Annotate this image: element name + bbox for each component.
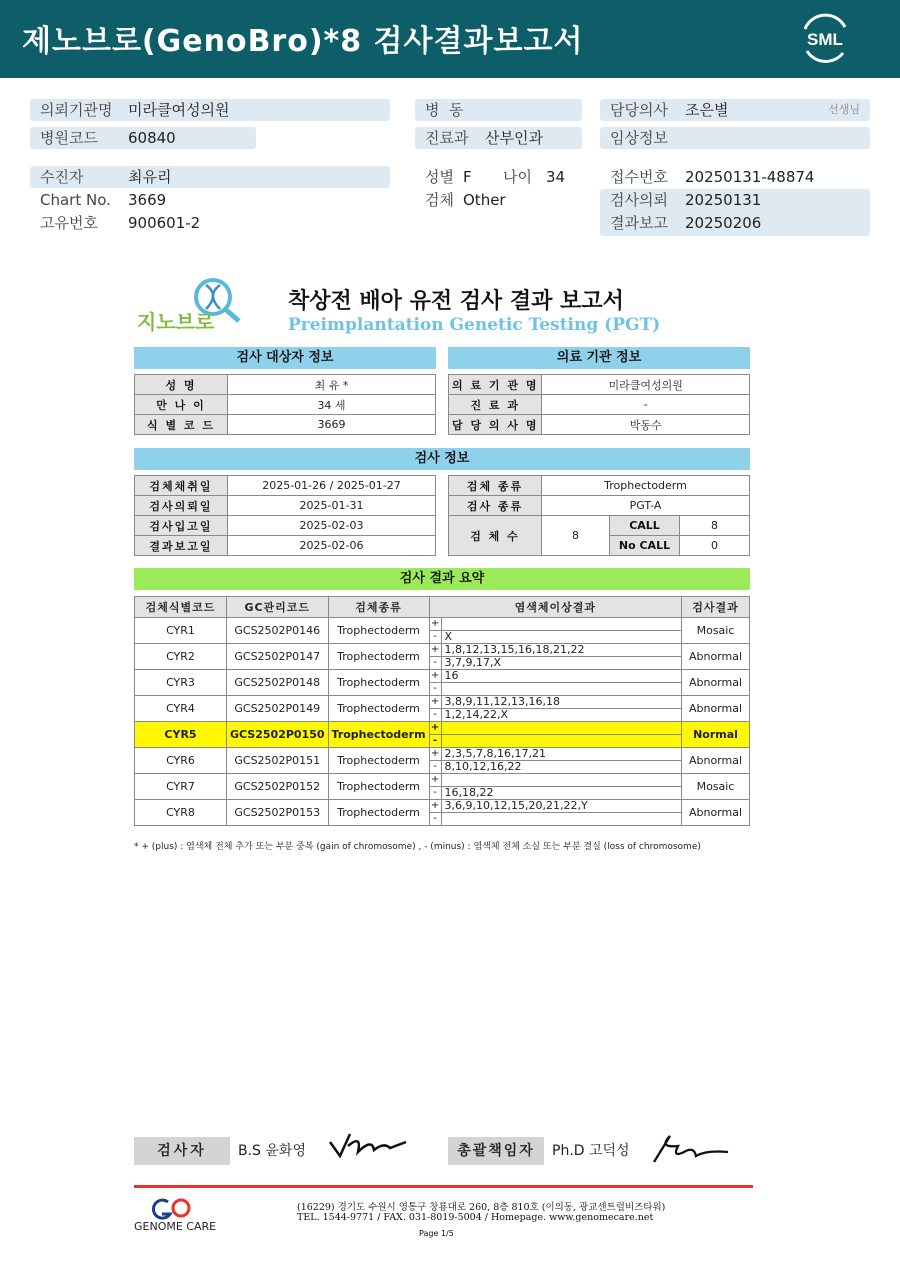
column-header: 검체식별코드 bbox=[135, 597, 227, 618]
specimen-type: Trophectoderm bbox=[328, 748, 429, 774]
test-type-value: PGT-A bbox=[542, 496, 750, 516]
plus-abnormalities bbox=[441, 618, 681, 631]
subject-value: 3669 bbox=[228, 415, 436, 435]
sample-id: CYR1 bbox=[135, 618, 227, 644]
department-value: 산부인과 bbox=[485, 129, 543, 147]
patient-label: 수진자 bbox=[40, 168, 84, 186]
institution-info-label: 담 당 의 사 명 bbox=[449, 415, 542, 435]
receipt-no-value: 20250131-48874 bbox=[685, 168, 815, 186]
gc-code: GCS2502P0151 bbox=[227, 748, 329, 774]
test-date-row bbox=[135, 516, 436, 536]
age-label: 나이 bbox=[503, 168, 532, 186]
patient-value: 최유리 bbox=[128, 168, 172, 186]
report-header-title: 제노브로(GenoBro)*8 검사결과보고서 bbox=[22, 24, 584, 59]
result-row bbox=[135, 618, 750, 631]
tester-signature-icon bbox=[328, 1130, 410, 1162]
minus-sign: - bbox=[429, 735, 441, 748]
test-date-label: 결과보고일 bbox=[135, 536, 228, 556]
column-header: 검체종류 bbox=[328, 597, 429, 618]
ward-label: 병 동 bbox=[425, 101, 464, 119]
doctor-value: 조은별 bbox=[685, 101, 729, 119]
minus-sign: - bbox=[429, 813, 441, 826]
minus-abnormalities: 16,18,22 bbox=[441, 787, 681, 800]
doctor-suffix: 선생님 bbox=[828, 103, 860, 116]
footer-contact: TEL. 1544-9771 / FAX. 031-8019-5004 / Homepage. www.genomecare.net bbox=[297, 1212, 654, 1223]
result-value: Abnormal bbox=[682, 748, 750, 774]
subject-label: 성 명 bbox=[135, 375, 228, 395]
minus-abnormalities bbox=[441, 813, 681, 826]
call-value: 8 bbox=[680, 516, 750, 536]
result-row bbox=[135, 774, 750, 787]
subject-label: 만 나 이 bbox=[135, 395, 228, 415]
subject-row bbox=[135, 395, 436, 415]
specimen-field bbox=[415, 189, 585, 211]
department-field bbox=[415, 127, 582, 149]
results-table bbox=[134, 596, 750, 826]
no-call-label: No CALL bbox=[610, 536, 680, 556]
specimen-type-label: 검체 종류 bbox=[449, 476, 542, 496]
footer-divider bbox=[134, 1185, 753, 1188]
no-call-value: 0 bbox=[680, 536, 750, 556]
gc-code: GCS2502P0149 bbox=[227, 696, 329, 722]
sample-id: CYR8 bbox=[135, 800, 227, 826]
result-row bbox=[135, 644, 750, 657]
result-row bbox=[135, 670, 750, 683]
plus-sign: + bbox=[430, 618, 440, 629]
unique-no-value: 900601-2 bbox=[128, 214, 201, 232]
receipt-no-label: 접수번호 bbox=[610, 168, 668, 186]
tester-label: 검사자 bbox=[134, 1137, 230, 1165]
specimen-type: Trophectoderm bbox=[328, 644, 429, 670]
minus-abnormalities: X bbox=[441, 631, 681, 644]
test-date-row bbox=[135, 496, 436, 516]
specimen-type-value: Trophectoderm bbox=[542, 476, 750, 496]
results-header-row bbox=[135, 597, 750, 618]
minus-abnormalities: 3,7,9,17,X bbox=[441, 657, 681, 670]
doctor-field bbox=[600, 99, 870, 121]
footnote: * + (plus) : 염색체 전체 추가 또는 부분 중복 (gain of chromosome) , - (minus) : 염색체 전체 소실 또는 부분 결실 (loss of chromosome) bbox=[134, 842, 701, 852]
test-date-label: 검사입고일 bbox=[135, 516, 228, 536]
page-number: Page 1/5 bbox=[419, 1229, 454, 1238]
institution-info-value: 미라클여성의원 bbox=[542, 375, 750, 395]
plus-sign: + bbox=[430, 670, 440, 681]
plus-abnormalities bbox=[441, 774, 681, 787]
clinical-info-field bbox=[600, 127, 870, 149]
specimen-type: Trophectoderm bbox=[328, 670, 429, 696]
specimen-value: Other bbox=[463, 191, 506, 209]
hospital-code-label: 병원코드 bbox=[40, 129, 98, 147]
patient-field bbox=[30, 166, 390, 188]
dates-field bbox=[600, 189, 870, 236]
ward-field bbox=[415, 99, 582, 121]
genobro-logo-text: 지노브로 bbox=[137, 310, 215, 334]
summary-heading: 검사 결과 요약 bbox=[134, 568, 750, 590]
plus-sign: + bbox=[430, 644, 440, 655]
test-date-value: 2025-01-26 / 2025-01-27 bbox=[228, 476, 436, 496]
gc-code: GCS2502P0150 bbox=[227, 722, 329, 748]
result-row bbox=[135, 800, 750, 813]
report-date-value: 20250206 bbox=[685, 214, 762, 232]
institution-label: 의뢰기관명 bbox=[40, 101, 113, 119]
minus-sign: - bbox=[429, 683, 441, 696]
subject-table bbox=[134, 374, 436, 435]
test-date-label: 검체채취일 bbox=[135, 476, 228, 496]
minus-abnormalities bbox=[441, 683, 681, 696]
subject-value: 최 유 * bbox=[228, 375, 436, 395]
doctor-label: 담당의사 bbox=[610, 101, 668, 119]
specimen-type: Trophectoderm bbox=[328, 800, 429, 826]
test-type-label: 검사 종류 bbox=[449, 496, 542, 516]
result-row bbox=[135, 748, 750, 761]
department-label: 진료과 bbox=[425, 129, 469, 147]
test-type-row bbox=[449, 496, 750, 516]
test-dates-table bbox=[134, 475, 436, 556]
request-date-label: 검사의뢰 bbox=[610, 191, 668, 209]
sample-id: CYR2 bbox=[135, 644, 227, 670]
minus-sign: - bbox=[429, 787, 441, 800]
minus-abnormalities: 1,2,14,22,X bbox=[441, 709, 681, 722]
genobro-logo-icon bbox=[135, 275, 250, 335]
column-header: 염색체이상결과 bbox=[429, 597, 681, 618]
test-date-row bbox=[135, 476, 436, 496]
specimen-type: Trophectoderm bbox=[328, 696, 429, 722]
institution-table bbox=[448, 374, 750, 435]
plus-sign: + bbox=[430, 774, 440, 785]
specimen-label: 검체 bbox=[425, 191, 454, 209]
sample-id: CYR3 bbox=[135, 670, 227, 696]
test-date-label: 검사의뢰일 bbox=[135, 496, 228, 516]
test-info-heading: 검사 정보 bbox=[134, 448, 750, 470]
supervisor-name: Ph.D 고덕성 bbox=[552, 1143, 630, 1159]
request-date-value: 20250131 bbox=[685, 191, 762, 209]
result-value: Mosaic bbox=[682, 774, 750, 800]
subject-label: 식 별 코 드 bbox=[135, 415, 228, 435]
minus-sign: - bbox=[429, 631, 441, 644]
sex-value: F bbox=[463, 168, 472, 186]
gc-code: GCS2502P0147 bbox=[227, 644, 329, 670]
sex-label: 성별 bbox=[425, 168, 454, 186]
institution-info-value: 박동수 bbox=[542, 415, 750, 435]
minus-abnormalities bbox=[441, 735, 681, 748]
call-label: CALL bbox=[610, 516, 680, 536]
unique-no-field bbox=[30, 212, 390, 234]
result-value: Abnormal bbox=[682, 644, 750, 670]
subject-row bbox=[135, 375, 436, 395]
chart-no-value: 3669 bbox=[128, 191, 167, 209]
institution-info-label: 진 료 과 bbox=[449, 395, 542, 415]
clinical-info-label: 임상정보 bbox=[610, 129, 668, 147]
tester-name: B.S 윤화영 bbox=[238, 1143, 306, 1159]
specimen-type: Trophectoderm bbox=[328, 774, 429, 800]
plus-abnormalities: 2,3,5,7,8,16,17,21 bbox=[441, 748, 681, 761]
test-type-table bbox=[448, 475, 750, 556]
sample-id: CYR6 bbox=[135, 748, 227, 774]
plus-abnormalities: 16 bbox=[441, 670, 681, 683]
supervisor-label: 총괄책임자 bbox=[448, 1137, 544, 1165]
test-date-row bbox=[135, 536, 436, 556]
result-row bbox=[135, 696, 750, 709]
institution-row bbox=[449, 415, 750, 435]
result-value: Abnormal bbox=[682, 696, 750, 722]
report-title: 착상전 배아 유전 검사 결과 보고서 bbox=[288, 289, 624, 314]
institution-info-label: 의 료 기 관 명 bbox=[449, 375, 542, 395]
plus-abnormalities bbox=[441, 722, 681, 735]
subject-row bbox=[135, 415, 436, 435]
specimen-type: Trophectoderm bbox=[328, 618, 429, 644]
hospital-code-value: 60840 bbox=[128, 129, 176, 147]
specimen-type: Trophectoderm bbox=[328, 722, 429, 748]
age-value: 34 bbox=[546, 168, 566, 186]
result-value: Normal bbox=[682, 722, 750, 748]
column-header: 검사결과 bbox=[682, 597, 750, 618]
result-row bbox=[135, 722, 750, 735]
gc-code: GCS2502P0146 bbox=[227, 618, 329, 644]
sex-age-field bbox=[415, 166, 585, 188]
test-type-row bbox=[449, 476, 750, 496]
gc-code: GCS2502P0152 bbox=[227, 774, 329, 800]
hospital-code-field bbox=[30, 127, 256, 149]
plus-sign: + bbox=[430, 696, 440, 707]
result-value: Mosaic bbox=[682, 618, 750, 644]
subject-section-heading: 검사 대상자 정보 bbox=[134, 347, 436, 369]
plus-abnormalities: 1,8,12,13,15,16,18,21,22 bbox=[441, 644, 681, 657]
test-date-value: 2025-02-03 bbox=[228, 516, 436, 536]
sml-logo-text: SML bbox=[807, 30, 843, 49]
test-type-row bbox=[449, 516, 750, 536]
minus-abnormalities: 8,10,12,16,22 bbox=[441, 761, 681, 774]
institution-row bbox=[449, 395, 750, 415]
gc-code: GCS2502P0148 bbox=[227, 670, 329, 696]
institution-section-heading: 의료 기관 정보 bbox=[448, 347, 750, 369]
column-header: GC관리코드 bbox=[227, 597, 329, 618]
result-value: Abnormal bbox=[682, 800, 750, 826]
chart-no-label: Chart No. bbox=[40, 191, 111, 209]
result-value: Abnormal bbox=[682, 670, 750, 696]
specimen-count-value: 8 bbox=[542, 516, 610, 556]
report-subtitle: Preimplantation Genetic Testing (PGT) bbox=[288, 315, 661, 335]
plus-sign: + bbox=[430, 748, 440, 759]
genome-care-name: GENOME CARE bbox=[134, 1220, 217, 1233]
institution-value: 미라클여성의원 bbox=[128, 101, 230, 119]
footer-address: (16229) 경기도 수원시 영통구 창룡대로 260, 8층 810호 (이의동, 광교센트럴비즈타워) bbox=[297, 1202, 666, 1213]
test-date-value: 2025-01-31 bbox=[228, 496, 436, 516]
gc-code: GCS2502P0153 bbox=[227, 800, 329, 826]
sml-logo-icon bbox=[797, 13, 853, 63]
institution-row bbox=[449, 375, 750, 395]
plus-abnormalities: 3,6,9,10,12,15,20,21,22,Y bbox=[441, 800, 681, 813]
minus-sign: - bbox=[429, 761, 441, 774]
sample-id: CYR7 bbox=[135, 774, 227, 800]
minus-sign: - bbox=[429, 657, 441, 670]
plus-abnormalities: 3,8,9,11,12,13,16,18 bbox=[441, 696, 681, 709]
sample-id: CYR5 bbox=[135, 722, 227, 748]
header-bar bbox=[0, 0, 900, 78]
specimen-count-label: 검 체 수 bbox=[449, 516, 542, 556]
chart-no-field bbox=[30, 189, 390, 211]
test-date-value: 2025-02-06 bbox=[228, 536, 436, 556]
receipt-no-field bbox=[600, 166, 870, 188]
plus-sign: + bbox=[430, 722, 440, 733]
unique-no-label: 고유번호 bbox=[40, 214, 98, 232]
plus-sign: + bbox=[430, 800, 440, 811]
institution-info-value: - bbox=[542, 395, 750, 415]
minus-sign: - bbox=[429, 709, 441, 722]
subject-value: 34 세 bbox=[228, 395, 436, 415]
sample-id: CYR4 bbox=[135, 696, 227, 722]
institution-field bbox=[30, 99, 390, 121]
supervisor-signature-icon bbox=[648, 1130, 730, 1168]
report-date-label: 결과보고 bbox=[610, 214, 668, 232]
